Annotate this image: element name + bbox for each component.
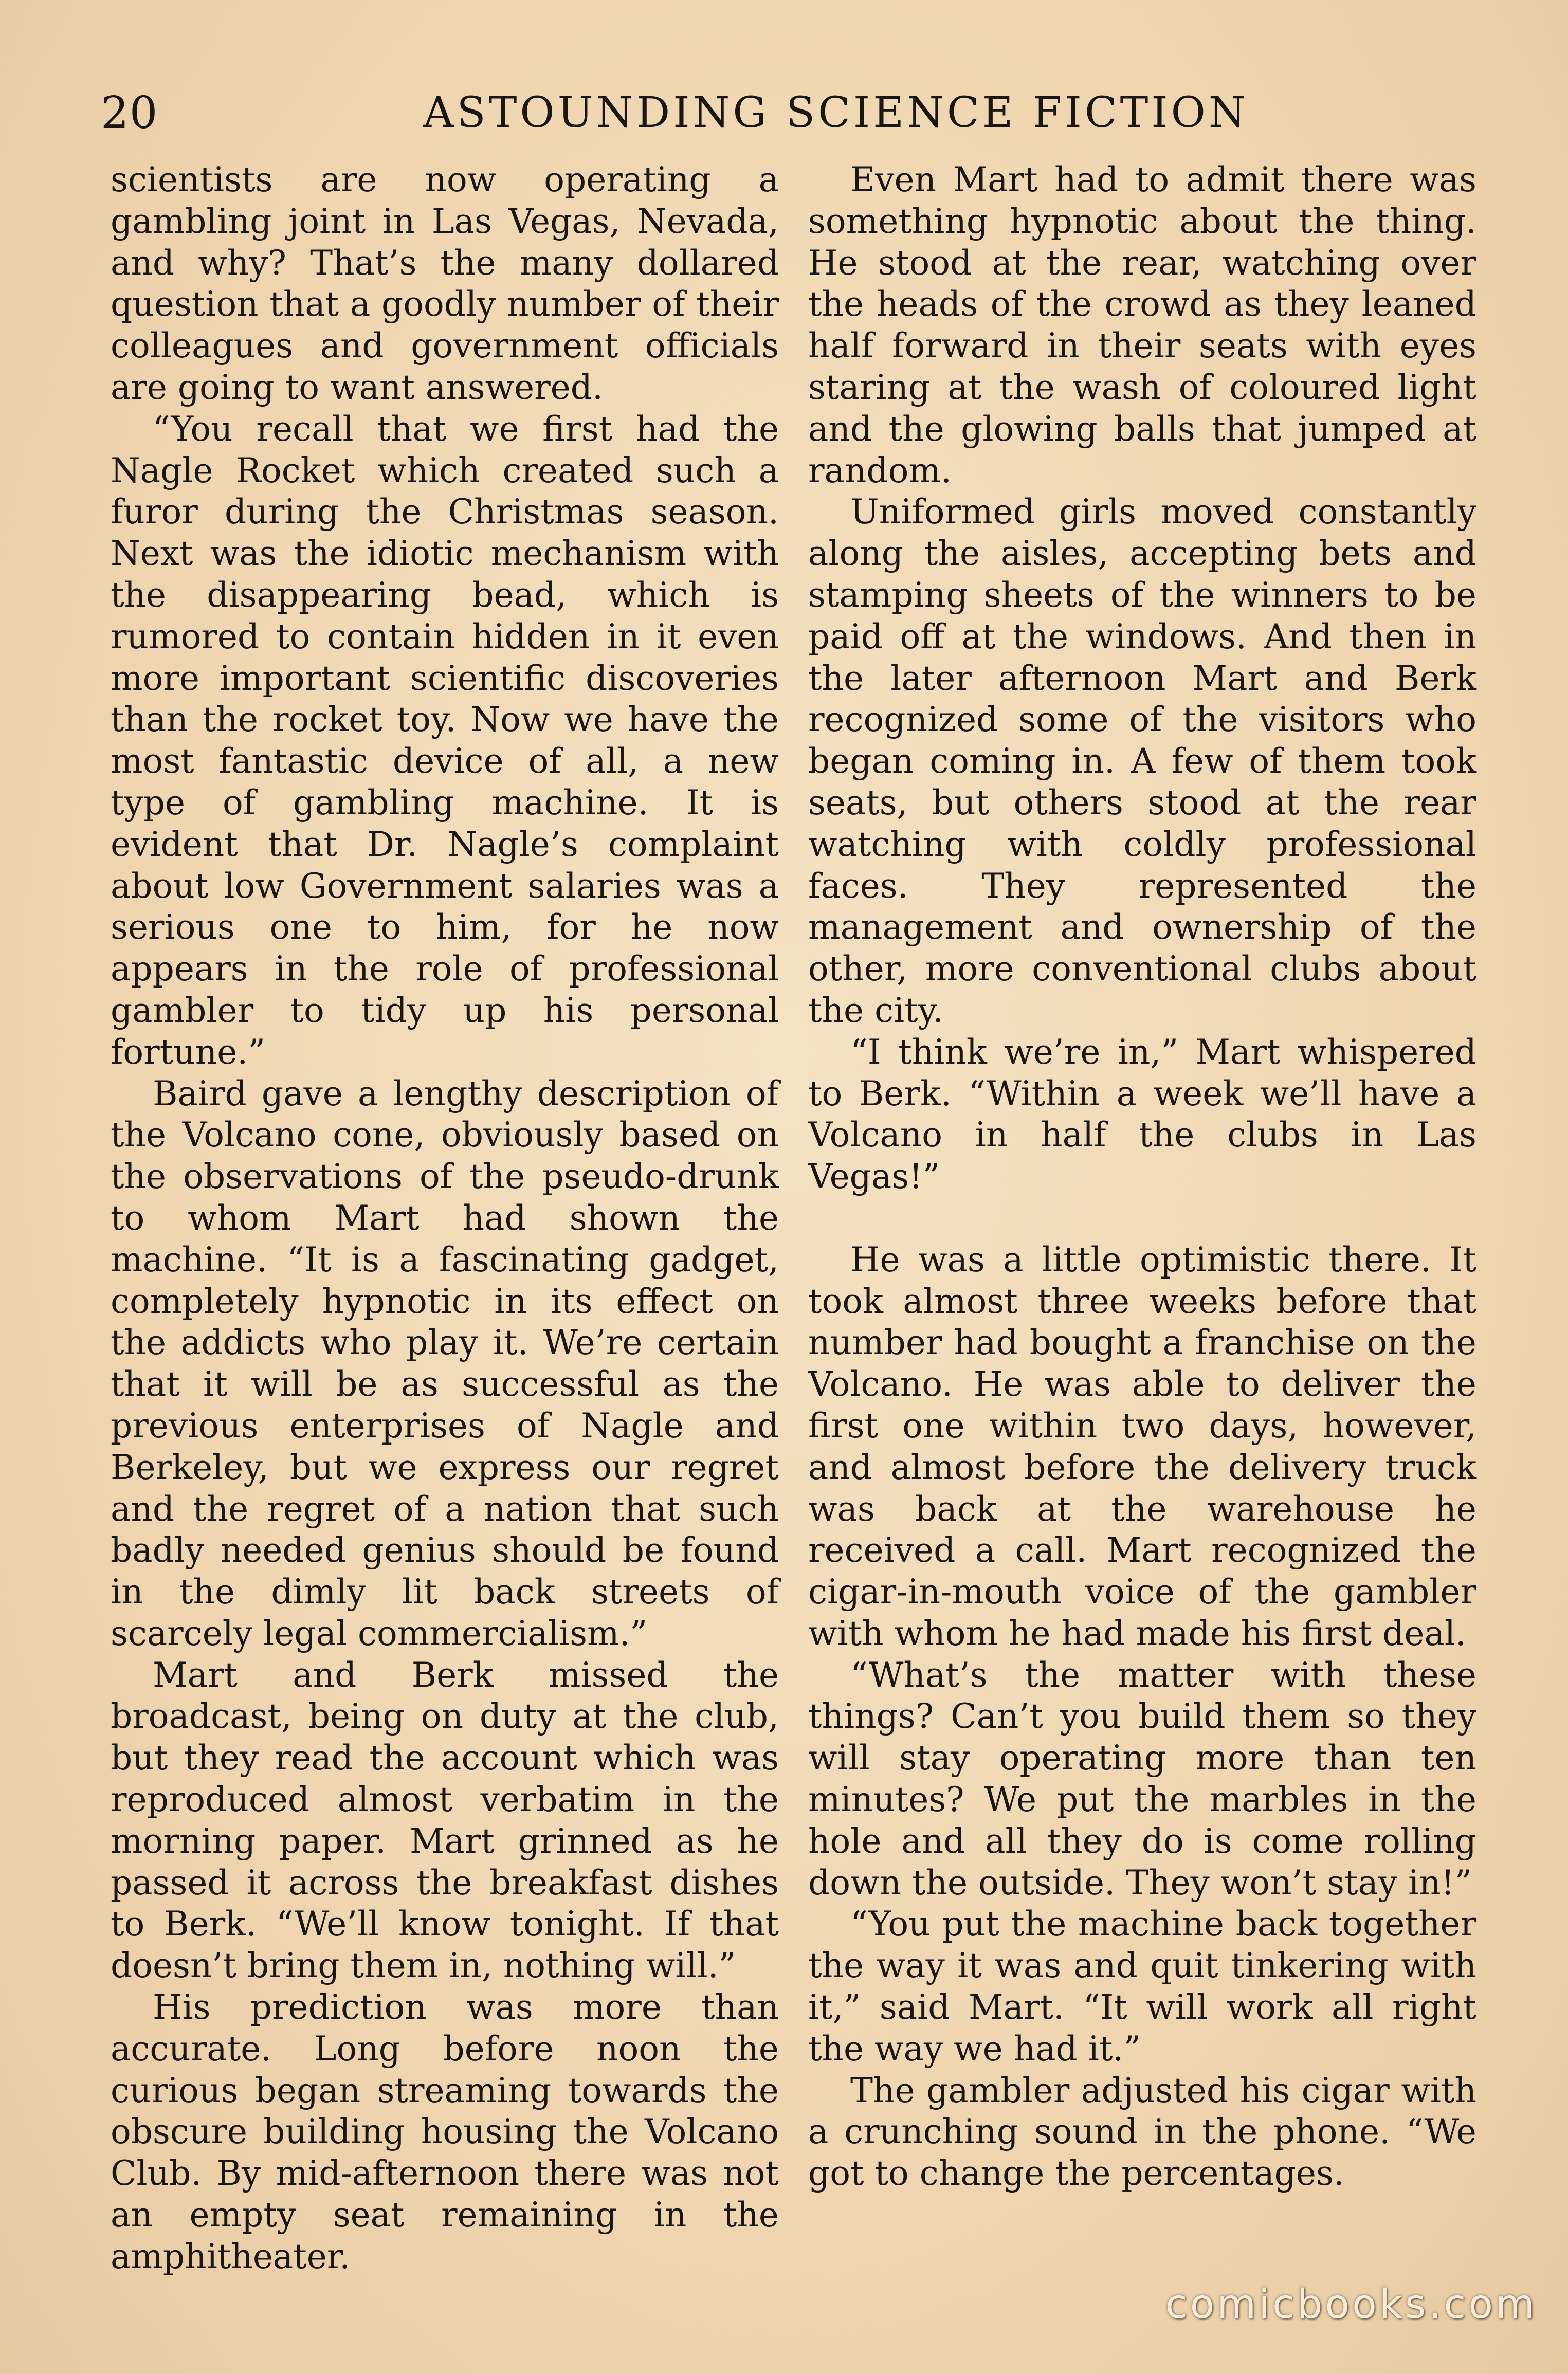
paragraph: He was a little optimistic there. It took almost three weeks before that number had bought a franchise on the Volcano. He was able to deliver the first one within two days, however, and almost before the delivery truck was back at the warehouse he received a call. Mart recognized the cigar-in-mouth voice of the gambler with whom he had made his first deal.: [808, 1239, 1476, 1653]
page-header: [101, 82, 1468, 149]
paragraph: “You put the machine back together the way it was and quit tinkering with it,” said Mart. “It will work all right the way we had it.”: [808, 1904, 1476, 2069]
left-column: [111, 159, 779, 2278]
paragraph: Even Mart had to admit there was something hypnotic about the thing. He stood at the rear, watching over the heads of the crowd as they leaned half forward in their seats with eyes staring at the wash of coloured light and the glowing balls that jumped at random.: [808, 160, 1476, 490]
right-column: [808, 159, 1476, 2195]
watermark: comicbooks.com: [1165, 2281, 1537, 2328]
page-number: 20: [101, 87, 158, 139]
paragraph: scientists are now operating a gambling joint in Las Vegas, Nevada, and why? That’s the many dollared question that a goodly number of their colleagues and government officials are going to want answered.: [111, 160, 779, 407]
paragraph: “I think we’re in,” Mart whispered to Berk. “Within a week we’ll have a Volcano in half the clubs in Las Vegas!”: [808, 1032, 1476, 1197]
paragraph: “What’s the matter with these things? Can’t you build them so they will stay operating more than ten minutes? We put the marbles in the hole and all they do is come rolling down the outside. They won’t stay in!”: [808, 1655, 1476, 1903]
paragraph: The gambler adjusted his cigar with a crunching sound in the phone. “We got to change the percentages.: [808, 2070, 1476, 2194]
paragraph: Uniformed girls moved constantly along the aisles, accepting bets and stamping sheets of the winners to be paid off at the windows. And then in the later afternoon Mart and Berk recognized some of the visitors who began coming in. A few of them took seats, but others stood at the rear watching with coldly professional faces. They represented the management and ownership of the other, more conventional clubs about the city.: [808, 492, 1476, 1030]
paragraph: Baird gave a lengthy description of the Volcano cone, obviously based on the observations of the pseudo-drunk to whom Mart had shown the machine. “It is a fascinating gadget, completely hypnotic in its effect on the addicts who play it. We’re certain that it will be as successful as the previous enterprises of Nagle and Berkeley, but we express our regret and the regret of a nation that such badly needed genius should be found in the dimly lit back streets of scarcely legal commercialism.”: [111, 1073, 779, 1653]
paragraph: Mart and Berk missed the broadcast, being on duty at the club, but they read the account which was reproduced almost verbatim in the morning paper. Mart grinned as he passed it across the breakfast dishes to Berk. “We’ll know tonight. If that doesn’t bring them in, nothing will.”: [111, 1655, 779, 1986]
running-title: ASTOUNDING SCIENCE FICTION: [423, 88, 1249, 137]
paragraph: His prediction was more than accurate. Long before noon the curious began streaming towards the obscure building housing the Volcano Club. By mid-afternoon there was not an empty seat remaining in the amphitheater.: [111, 1987, 779, 2276]
paragraph: “You recall that we first had the Nagle Rocket which created such a furor during the Christmas season. Next was the idiotic mechanism with the disappearing bead, which is rumored to contain hidden in it even more important scientific discoveries than the rocket toy. Now we have the most fantastic device of all, a new type of gambling machine. It is evident that Dr. Nagle’s complaint about low Government salaries was a serious one to him, for he now appears in the role of professional gambler to tidy up his personal fortune.”: [111, 409, 779, 1072]
